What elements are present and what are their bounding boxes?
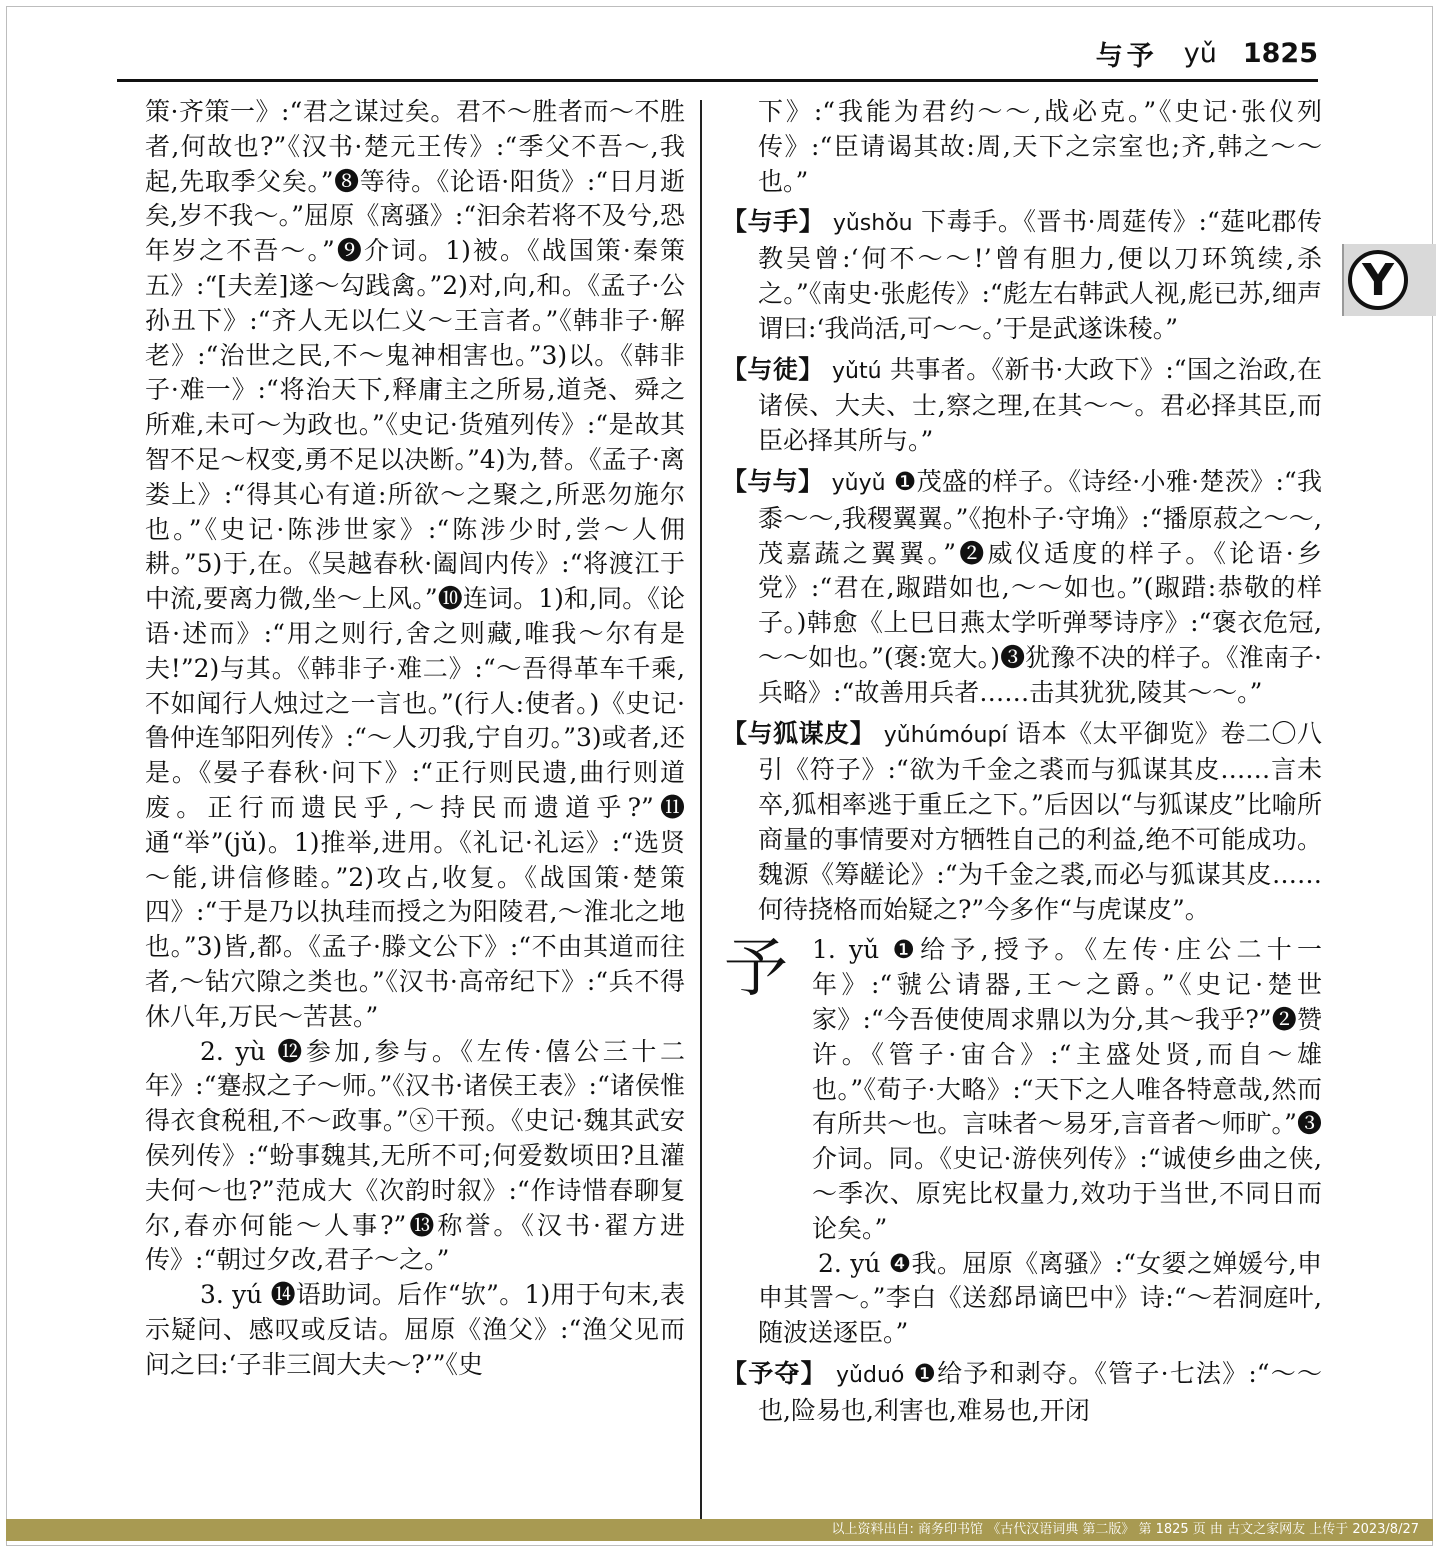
right-continuation: 下》:“我能为君约～～,战必克。”《史记·张仪列传》:“臣请谒其故:周,天下之宗室也;齐,韩之～～也。”: [758, 97, 1322, 196]
entry-headword: 【予夺】: [722, 1358, 827, 1388]
entry-definition: 语本《太平御览》卷二〇八引《符子》:“欲为千金之裘而与狐谋其皮……言未卒,狐相率逃于重丘之下。”后因以“与狐谋皮”比喻所商量的事情要对方牺牲自己的利益,绝不可能成功。魏源《筹鹾论》:“为千金之裘,而必与狐谋其皮……何待挠格而始疑之?”今多作“与虎谋皮”。: [758, 718, 1322, 924]
entry-yutu: [722, 353, 1322, 459]
entry-pinyin: yǔhúmóupí: [883, 722, 1008, 748]
entry-yuduo: [722, 1357, 1322, 1429]
left-paragraph-1: 策·齐策一》:“君之谋过矣。君不～胜者而～不胜者,何故也?”《汉书·楚元王传》:“季父不吾～,我起,先取季父矣。”❽等待。《论语·阳货》:“日月逝矣,岁不我～。”屈原《离骚》:“汩余若将不及兮,恐年岁之不吾～。”❾介词。1)被。《战国策·秦策五》:“[夫差]遂～勾践禽。”2)对,向,和。《孟子·公孙丑下》:“齐人无以仁义～王言者。”《韩非子·解老》:“治世之民,不～鬼神相害也。”3)以。《韩非子·难一》:“将治天下,释庸主之所易,道尧、舜之所难,未可～为政也。”《史记·货殖列传》:“是故其智不足～权变,勇不足以决断。”4)为,替。《孟子·离娄上》:“得其心有道:所欲～之聚之,所恶勿施尔也。”《史记·陈涉世家》:“陈涉少时,尝～人佣耕。”5)于,在。《吴越春秋·阖闾内传》:“将渡江于中流,要离力微,坐～上风。”❿连词。1)和,同。《论语·述而》:“用之则行,舍之则藏,唯我～尔有是夫!”2)与其。《韩非子·难二》:“～吾得革车千乘,不如闻行人烛过之一言也。”(行人:使者。)《史记·鲁仲连邹阳列传》:“～人刃我,宁自刃。”3)或者,还是。《晏子春秋·问下》:“正行则民遗,曲行则道废。正行而遗民乎,～持民而遗道乎?”⓫通“举”(jǔ)。1)推举,进用。《礼记·礼运》:“选贤～能,讲信修睦。”2)攻占,收复。《战国策·楚策四》:“于是乃以执珪而授之为阳陵君,～淮北之地也。”3)皆,都。《孟子·滕文公下》:“不由其道而往者,～钻穴隙之类也。”《汉书·高帝纪下》:“兵不得休八年,万民～苦甚。”: [145, 97, 685, 1031]
entry-pinyin: yǔtú: [832, 358, 882, 384]
entry-headword: 【与狐谋皮】: [722, 718, 876, 748]
column-divider: [700, 100, 702, 1520]
thumb-index-tab: [1342, 244, 1436, 316]
page-header: [1060, 32, 1318, 74]
entry-definition: 共事者。《新书·大政下》:“国之治政,在诸侯、大夫、士,察之理,在其～～。君必择其臣,而臣必择其所与。”: [758, 354, 1322, 456]
entry-pinyin: yǔduó: [836, 1362, 905, 1388]
left-column: [145, 95, 685, 1382]
sense-group-yu-2: 2. yú ❹我。屈原《离骚》:“女媭之婵媛兮,申申其詈～。”李白《送郄昂谪巴中》诗:“～若洞庭叶,随波送逐臣。”: [758, 1248, 1322, 1348]
entry-headword: 【与手】: [722, 207, 825, 237]
thumb-index-letter: Y: [1348, 250, 1408, 310]
header-pinyin: yǔ: [1183, 37, 1217, 69]
sense-group-yu-1: 1. yǔ ❶给予,授予。《左传·庄公二十一年》:“虢公请器,王～之爵。”《史记·楚世家》:“今吾使使周求鼎以为分,其～我乎?”❷赞许。《管子·宙合》:“主盛处贤,而自～雄也。”《荀子·大略》:“天下之人唯各特意哉,然而有所共～也。言味者～易牙,言音者～师旷。”❸介词。同。《史记·游侠列传》:“诚使乡曲之侠,～季次、原宪比权量力,效功于当世,不同日而论矣。”: [812, 935, 1322, 1243]
entry-definition: ❶茂盛的样子。《诗经·小雅·楚茨》:“我黍～～,我稷翼翼。”《抱朴子·守埆》:“播原菽之～～,茂嘉蔬之翼翼。”❷威仪适度的样子。《论语·乡党》:“君在,踧踖如也,～～如也。”(踧踖:恭敬的样子。)韩愈《上巳日燕太学听弹琴诗序》:“褒衣危冠,～～如也。”(褒:宽大。)❸犹豫不决的样子。《淮南子·兵略》:“故善用兵者……击其犹犹,陵其～～。”: [758, 466, 1322, 707]
entry-yuyu: [722, 465, 1322, 711]
right-column: [722, 95, 1322, 1428]
entry-pinyin: yǔyǔ: [831, 470, 886, 496]
entry-yushou: [722, 205, 1322, 346]
entry-definition: 下毒手。《晋书·周莚传》:“莚叱郡传教吴曾:‘何不～～!’曾有胆力,便以刀环筑续,杀之。”《南史·张彪传》:“彪左右韩武人视,彪已苏,细声谓曰:‘我尚活,可～～。’于是武遂诛稜。”: [758, 207, 1323, 343]
entry-headword: 【与徒】: [722, 354, 824, 384]
entry-pinyin: yǔshǒu: [832, 211, 913, 237]
header-rule: [117, 79, 1318, 82]
entry-definition: ❶给予和剥夺。《管子·七法》:“～～也,险易也,利害也,难易也,开闭: [758, 1358, 1322, 1425]
sense-group-3: 3. yú ⓮语助词。后作“欤”。1)用于句末,表示疑问、感叹或反诘。屈原《渔父》:“渔父见而问之曰:‘子非三闾大夫～?’”《史: [145, 1280, 685, 1379]
page-number: 1825: [1242, 37, 1318, 69]
character-entry-yu: [722, 933, 1322, 1246]
source-footer: 以上资料出自: 商务印书馆 《古代汉语词典 第二版》 第 1825 页 由 古文之家网友 上传于 2023/8/27: [6, 1519, 1433, 1541]
entry-headword: 【与与】: [722, 466, 824, 496]
header-chars: 与予: [1095, 40, 1158, 72]
sense-group-2: 2. yù ⓬参加,参与。《左传·僖公三十二年》:“蹇叔之子～师。”《汉书·诸侯王表》:“诸侯惟得衣食税租,不～政事。”ⓧ干预。《史记·魏其武安侯列传》:“蚡事魏其,无所不可;何爱数顷田?且灌夫何～也?”范成大《次韵时叙》:“作诗惜春聊复尔,春亦何能～人事?”⓭称誉。《汉书·翟方进传》:“朝过夕改,君子～之。”: [145, 1036, 685, 1275]
head-character: 予: [724, 932, 788, 1007]
entry-yuhumoupi: [722, 717, 1322, 928]
